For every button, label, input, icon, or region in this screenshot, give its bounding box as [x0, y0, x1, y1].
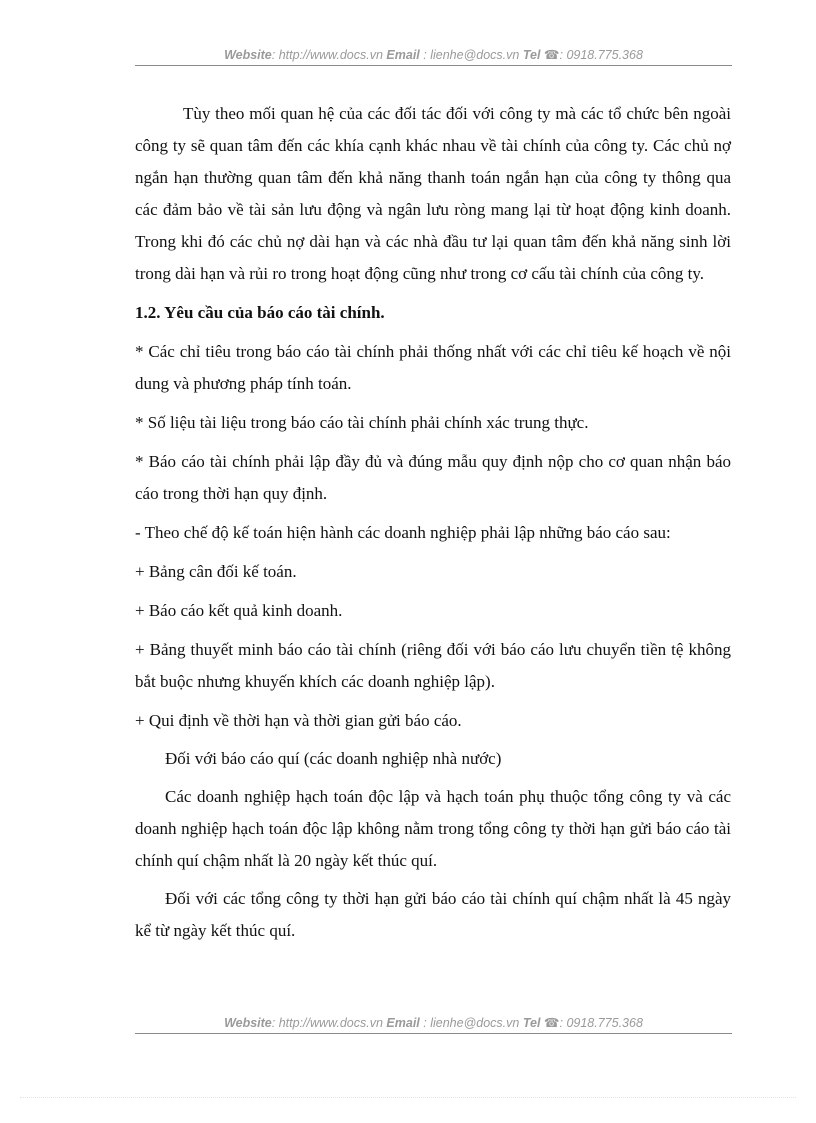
- email-address: : lienhe@docs.vn: [423, 48, 520, 62]
- list-item: * Các chỉ tiêu trong báo cáo tài chính phải thống nhất với các chỉ tiêu kế hoạch về nội dung và phương pháp tính toán.: [135, 342, 731, 393]
- paragraph-intro: Tùy theo mối quan hệ của các đối tác đối với công ty mà các tổ chức bên ngoài công ty sẽ quan tâm đến các khía cạnh khác nhau về tài chính của công ty. Các chủ nợ ngắn hạn thường quan tâm đến khả năng thanh toán ngắn hạn của công ty thông qua các đảm bảo về tài sản lưu động và ngân lưu ròng mang lại từ hoạt động kinh doanh. Trong khi đó các chủ nợ dài hạn và các nhà đầu tư lại quan tâm đến khả năng sinh lời trong dài hạn và rủi ro trong hoạt động cũng như trong cơ cấu tài chính của công ty.: [135, 104, 731, 283]
- tel-number: : 0918.775.368: [559, 48, 643, 62]
- page-bottom-divider: [20, 1097, 796, 1098]
- document-body: [135, 98, 731, 947]
- email-label: Email: [386, 1016, 420, 1030]
- list-item: - Theo chế độ kế toán hiện hành các doanh nghiệp phải lập những báo cáo sau:: [135, 523, 671, 542]
- email-address: : lienhe@docs.vn: [423, 1016, 520, 1030]
- list-item: + Báo cáo kết quả kinh doanh.: [135, 601, 343, 620]
- list-item: + Bảng thuyết minh báo cáo tài chính (riêng đối với báo cáo lưu chuyển tiền tệ không bắt buộc nhưng khuyến khích các doanh nghiệp lập).: [135, 640, 731, 691]
- page-header: [135, 48, 732, 66]
- paragraph-quarterly: Đối với báo cáo quí (các doanh nghiệp nhà nước): [165, 749, 502, 768]
- list-item: + Qui định về thời hạn và thời gian gửi báo cáo.: [135, 711, 462, 730]
- section-heading: 1.2. Yêu cầu của báo cáo tài chính.: [135, 303, 385, 322]
- website-url: : http://www.docs.vn: [271, 48, 383, 62]
- tel-label: Tel: [522, 1016, 541, 1030]
- list-item: + Bảng cân đối kế toán.: [135, 562, 297, 581]
- paragraph-deadline-45: Đối với các tổng công ty thời hạn gửi báo cáo tài chính quí chậm nhất là 45 ngày kể từ ngày kết thúc quí.: [135, 889, 731, 940]
- phone-icon: ☎: [543, 48, 560, 62]
- email-label: Email: [386, 48, 420, 62]
- list-item: * Số liệu tài liệu trong báo cáo tài chính phải chính xác trung thực.: [135, 413, 589, 432]
- list-item: * Báo cáo tài chính phải lập đầy đủ và đúng mẫu quy định nộp cho cơ quan nhận báo cáo trong thời hạn quy định.: [135, 452, 731, 503]
- website-url: : http://www.docs.vn: [271, 1016, 383, 1030]
- tel-label: Tel: [522, 48, 541, 62]
- tel-number: : 0918.775.368: [559, 1016, 643, 1030]
- website-label: Website: [224, 48, 272, 62]
- website-label: Website: [224, 1016, 272, 1030]
- phone-icon: ☎: [543, 1016, 560, 1030]
- page-footer: [135, 1016, 732, 1034]
- paragraph-deadline-20: Các doanh nghiệp hạch toán độc lập và hạch toán phụ thuộc tổng công ty và các doanh nghiệp hạch toán độc lập không nằm trong tổng công ty thời hạn gửi báo cáo tài chính quí chậm nhất là 20 ngày kết thúc quí.: [135, 787, 731, 870]
